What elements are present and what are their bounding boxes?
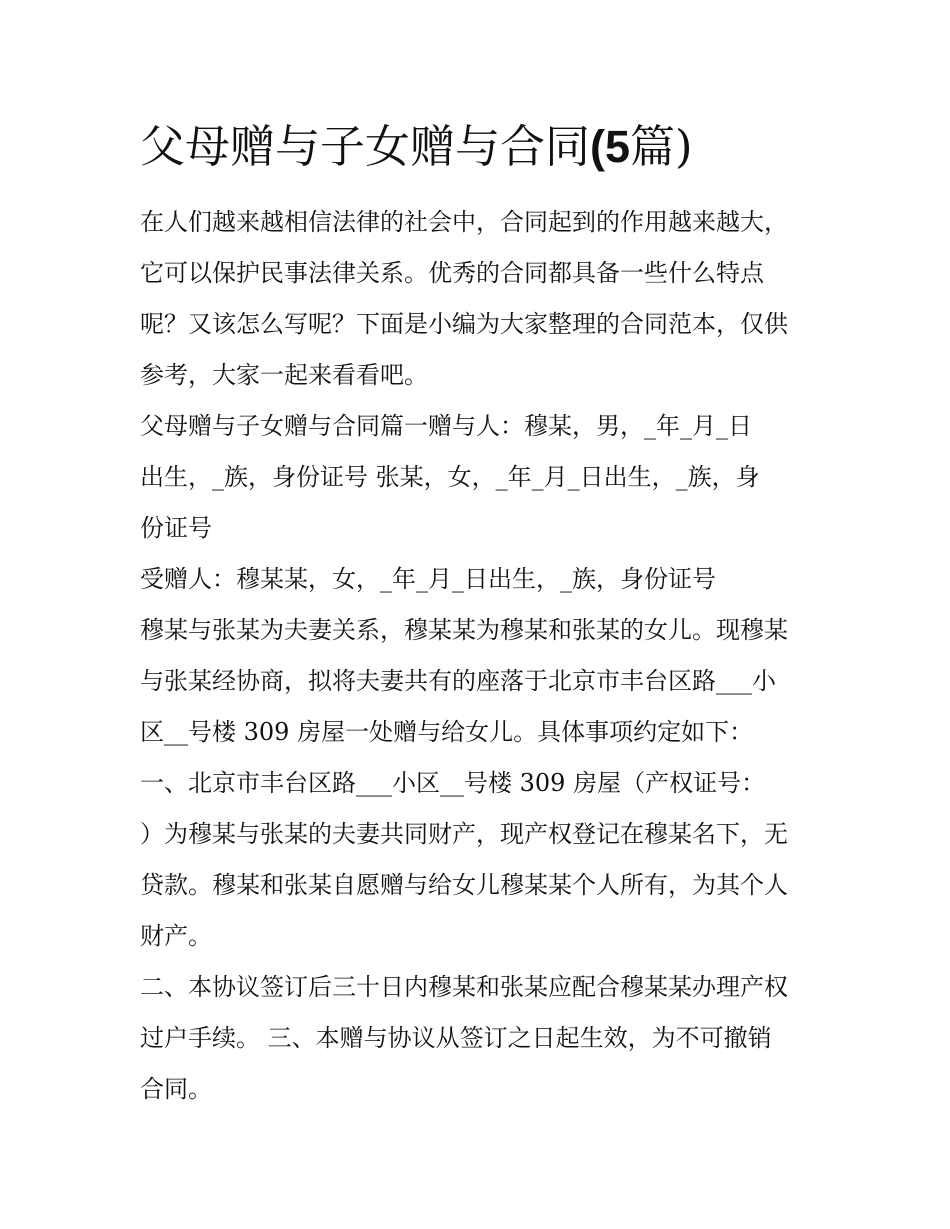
text-line: 一、北京市丰台区路___小区__号楼 309 房屋（产权证号： [140, 769, 766, 797]
text-line: 合同。 [140, 1075, 212, 1103]
text-line: 份证号 [140, 514, 212, 542]
text-line: 区__号楼 309 房屋一处赠与给女儿。具体事项约定如下： [140, 718, 754, 746]
text-line: 财产。 [140, 922, 212, 950]
text-line: 它可以保护民事法律关系。优秀的合同都具备一些什么特点 [140, 259, 764, 287]
text-line: 穆某与张某为夫妻关系，穆某某为穆某和张某的女儿。现穆某 [140, 616, 788, 644]
text-line: 出生，_族，身份证号 张某，女，_年_月_日出生，_族，身 [140, 463, 760, 491]
title-count: (5 [590, 121, 631, 172]
text-line: 贷款。穆某和张某自愿赠与给女儿穆某某个人所有，为其个人 [140, 871, 788, 899]
text-line: 过户手续。 三、本赠与协议从签订之日起生效，为不可撤销 [140, 1024, 772, 1052]
text-line: ）为穆某与张某的夫妻共同财产，现产权登记在穆某名下，无 [140, 820, 788, 848]
text-line: 二、本协议签订后三十日内穆某和张某应配合穆某某办理产权 [140, 973, 788, 1001]
text-line: 受赠人：穆某某，女，_年_月_日出生，_族，身份证号 [140, 565, 716, 593]
text-line: 呢？又该怎么写呢？下面是小编为大家整理的合同范本，仅供 [140, 310, 788, 338]
title-suffix: 篇) [630, 120, 693, 173]
text-line: 父母赠与子女赠与合同篇一赠与人：穆某，男，_年_月_日 [140, 412, 752, 440]
title-text: 父母赠与子女赠与合同 [140, 120, 591, 173]
text-line: 与张某经协商，拟将夫妻共有的座落于北京市丰台区路___小 [140, 667, 776, 695]
text-line: 在人们越来越相信法律的社会中，合同起到的作用越来越大， [140, 208, 788, 236]
document-body [140, 197, 820, 1115]
document-title [140, 112, 840, 182]
text-line: 参考，大家一起来看看吧。 [140, 361, 428, 389]
